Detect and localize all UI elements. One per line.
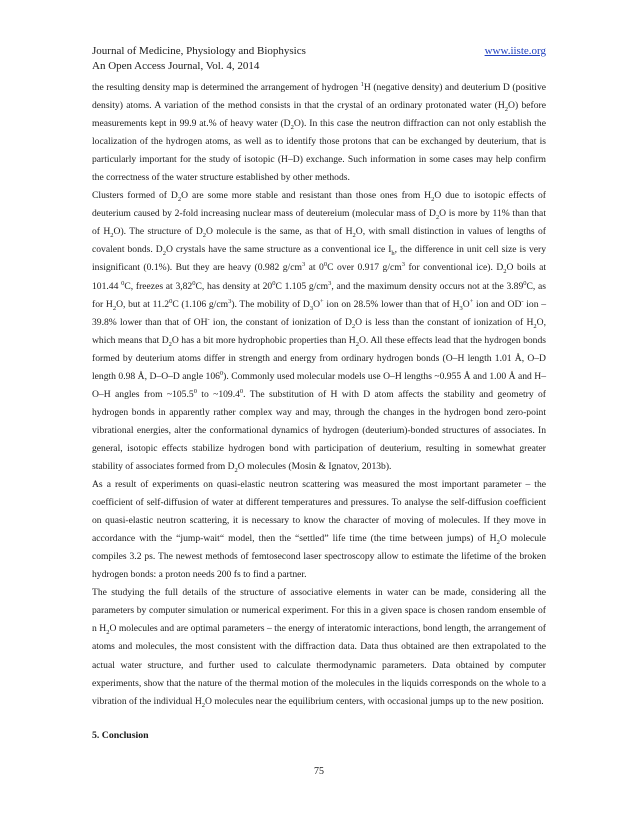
text-run: C, freezes at 3,82 <box>124 280 193 292</box>
subscript: 2 <box>496 539 500 547</box>
text-run: O, which means that D <box>92 316 546 346</box>
superscript: 0 <box>523 279 527 287</box>
text-run: C 1.105 g/cm <box>275 280 329 292</box>
superscript: 0 <box>193 387 197 395</box>
text-run: C, has density at 20 <box>195 280 273 292</box>
text-run: ion – 39.8% lower than that of OH <box>92 298 547 328</box>
text-run: O crystals have the same structure as a conventional ice I <box>165 244 392 256</box>
journal-title: Journal of Medicine, Physiology and Biophysics <box>92 45 306 57</box>
text-run: ion and OD <box>473 298 522 310</box>
text-run: O, but at 11.2 <box>116 298 170 310</box>
text-run: O molecule compiles 3.2 ps. The newest methods of femtosecond laser spectroscopy allow to estimate the lifetime of the broken hydrogen bonds: a proton needs 200 fs to find a partner. <box>92 533 546 581</box>
text-run: ion, the constant of ionization of D <box>209 316 352 328</box>
text-run: O due to isotopic effects of deuterium caused by 2-fold increasing nuclear mass of deutereium (molecular mass of D <box>92 190 546 220</box>
text-run: O molecules near the equilibrium centers, with occasional jumps up to the new position. <box>205 695 544 707</box>
text-run: O, with small distinction in values of lengths of covalent bonds. D <box>92 226 547 256</box>
subscript: 2 <box>234 466 238 474</box>
text-run: at 0 <box>305 262 324 274</box>
text-run: O molecules (Mosin & Ignatov, 2013b). <box>237 460 392 472</box>
subscript: 2 <box>177 196 182 204</box>
text-run: O are some more stable and resistant than those ones from H <box>181 190 432 202</box>
text-run: O <box>313 298 321 310</box>
text-run: . The substitution of H with D atom affects the stability and geometry of hydrogen bonds in apparently rather complex way and may, through the changes in the hydrogen bond zero-point vibrational energies, alter the conformational dynamics of hydrogen (deuterium)-bonded structures of associates. In general, isotopic effects stabilize hydrogen bond with participation of deuterium, resulting in somewhat greater stability of associates formed from D <box>92 388 546 472</box>
superscript: + <box>469 297 474 305</box>
subscript: 2 <box>503 268 507 276</box>
text-run: for conventional ice). D <box>404 262 504 274</box>
subscript: 2 <box>110 232 114 240</box>
superscript: 0 <box>323 261 328 269</box>
subscript: 2 <box>201 701 206 709</box>
journal-subtitle: An Open Access Journal, Vol. 4, 2014 <box>92 60 260 72</box>
paragraph <box>92 187 546 476</box>
superscript: 1 <box>360 80 364 88</box>
superscript: 0 <box>121 279 125 287</box>
text-run: O) before measurements kept in 99.9 at.% of heavy water (D <box>92 100 546 130</box>
running-header <box>92 44 546 74</box>
section-heading: 5. Conclusion <box>92 730 149 741</box>
journal-url-link[interactable]: www.iiste.org <box>484 45 546 57</box>
text-run: H (negative density) and deuterium D (positive density) atoms. A variation of the method consists in that the crystal of an ordinary protonated water (H <box>92 82 546 112</box>
paragraph <box>92 584 546 710</box>
text-run: ). Commonly used molecular models use O–H lengths ~0.955 Å and 1.00 Å and H–O–H angles from ~105.5 <box>92 370 546 400</box>
superscript: + <box>320 297 324 305</box>
text-run: ion on 28.5% lower than that of H <box>323 298 460 310</box>
text-run: , the difference in unit cell size is very insignificant (0.1%). But they are heavy (0.982 g/cm <box>92 244 546 274</box>
text-run: O boils at 101.44 <box>92 262 546 292</box>
text-run: O molecules and are optimal parameters – the energy of interatomic interactions, bond length, the arrangement of atoms and molecules, the most consistent with the diffraction data. Data thus obtained are then extrapolated to the actual water structure, and further used to calculate thermodynamic parameters. Data obtained by computer experiments, show that the nature of the thermal motion of the molecules in the liquids corresponds on the whole to a vibration of the individual H <box>92 623 546 707</box>
text-run: O). The structure of D <box>113 226 203 238</box>
subscript: 2 <box>162 250 166 258</box>
subscript: 2 <box>352 232 356 240</box>
text-run: C over 0.917 g/cm <box>327 262 402 274</box>
subscript: 2 <box>431 196 435 204</box>
text-run: O molecule is the same, as that of H <box>206 226 353 238</box>
page-number: 75 <box>314 766 324 777</box>
paragraph <box>92 476 546 584</box>
subscript: 3 <box>309 304 314 312</box>
superscript: 0 <box>169 297 173 305</box>
text-run: O. All these effects lead that the hydrogen bonds formed by deuterium atoms differ in strength and energy from ordinary hydrogen bonds (O–H length 1.01 Å, O–D length 0.98 Å, D–O–D angle 106 <box>92 334 546 382</box>
text-run: O has a bit more hydrophobic properties than H <box>171 334 356 346</box>
subscript: 2 <box>290 124 294 131</box>
subscript: 3 <box>459 304 463 312</box>
subscript: 2 <box>355 340 359 348</box>
superscript: - <box>521 297 524 305</box>
text-run: to ~109.4 <box>196 388 240 400</box>
subscript: 2 <box>202 232 206 240</box>
superscript: 3 <box>228 297 232 305</box>
text-run: O <box>462 298 470 310</box>
superscript: 3 <box>301 261 306 269</box>
text-run: As a result of experiments on quasi-elastic neutron scattering was measured the most important parameter – the coefficient of self-diffusion of water at different temperatures and pressures. To analyse the self-diffusion coefficient on quasi-elastic neutron scattering, it is necessary to know the character of moving of molecules. If they move in accordance with the “jump-wait“ model, then the “settled” life time (the time between jumps) of H <box>92 479 546 545</box>
subscript: 2 <box>168 340 172 348</box>
subscript: 2 <box>351 322 356 330</box>
subscript: 2 <box>504 105 509 113</box>
superscript: 3 <box>401 261 405 269</box>
superscript: 3 <box>328 279 332 287</box>
paragraph <box>92 79 546 187</box>
text-run: C, as for H <box>92 280 547 310</box>
superscript: 0 <box>219 369 224 377</box>
superscript: 0 <box>192 279 196 287</box>
superscript: 0 <box>272 279 276 287</box>
subscript: 2 <box>106 629 110 637</box>
text-run: The studying the full details of the structure of associative elements in water can be made, considering all the parameters by computer simulation or numerical experiment. For this in a given space is chosen random ensemble of n H <box>92 587 546 635</box>
body-text <box>92 79 546 711</box>
text-run: , and the maximum density occurs not at the 3.89 <box>331 280 524 292</box>
text-run: the resulting density map is determined the arrangement of hydrogen <box>92 82 361 93</box>
subscript: h <box>391 250 395 258</box>
superscript: - <box>207 315 210 323</box>
subscript: 2 <box>435 214 440 222</box>
text-run: ). The mobility of D <box>231 298 310 310</box>
text-run: O). In this case the neutron diffraction can not only establish the localization of the hydrogen atoms, as well as to identify those protons that can be exchanged by deuterium, that is particularly important for the study of isotopic (H–D) exchange. Such information in some cases may help confirm the correctness of the water structure established by other methods. <box>92 118 546 184</box>
text-run: C (1.106 g/cm <box>172 298 229 310</box>
superscript: 0 <box>239 387 244 395</box>
subscript: 2 <box>112 304 117 312</box>
text-run: O is more by 11% than that of H <box>92 208 546 238</box>
subscript: 2 <box>533 322 537 330</box>
text-run: Clusters formed of D <box>92 190 178 202</box>
text-run: O is less than the constant of ionization of H <box>355 316 534 328</box>
